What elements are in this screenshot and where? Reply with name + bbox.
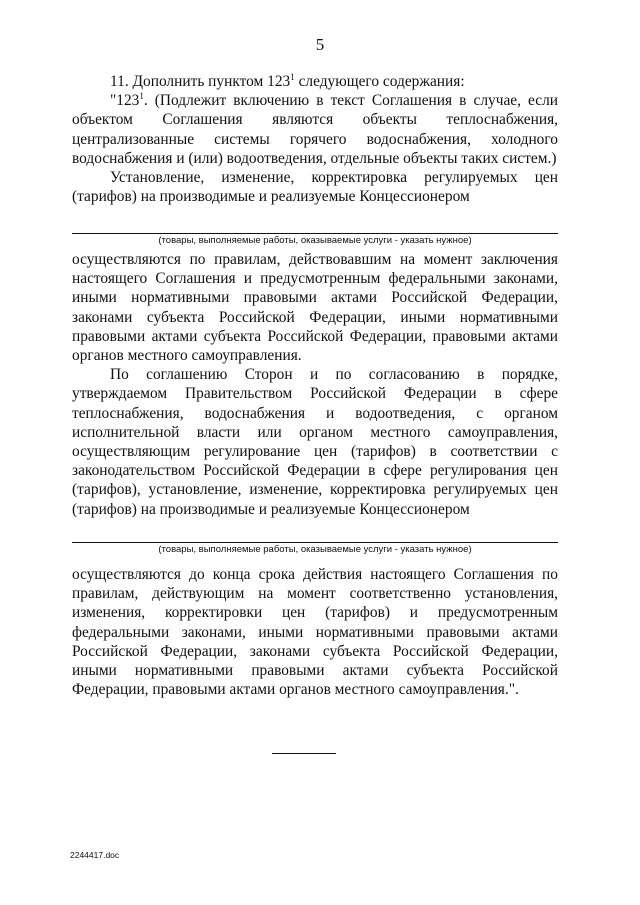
amendment-block-middle — [72, 250, 558, 519]
item-heading: 11. Дополнить пунктом $123^1$ следующего содержания: — [110, 72, 465, 90]
end-separator-rule — [272, 753, 336, 754]
page-number: 5 — [315, 35, 325, 54]
fill-in-note-2: (товары, выполняемые работы, оказываемые услуги - указать нужное) — [158, 544, 472, 555]
fill-in-line-1 — [72, 233, 558, 234]
amendment-block-top — [72, 72, 558, 206]
paragraph-2-start: По соглашению Сторон и по согласованию в порядке, утверждаемом Правительством Российской Федерации в сфере теплоснабжения, водоснабжения и водоотведения, с органом исполнительной власти или органом местного самоуправления, осуществляющим регулирование цен (тарифов) в соответствии с законодательством Российской Федерации в сфере регулирования цен (тарифов), установление, изменение, корректировка регулируемых цен (тарифов) на производимые и реализуемые Концессионером — [72, 366, 558, 518]
paragraph-1-start: Установление, изменение, корректировка регулируемых цен (тарифов) на производимые и реализуемые Концессионером — [72, 169, 558, 206]
amendment-block-bottom — [72, 565, 558, 699]
document-file-code: 2244417.doc — [70, 850, 120, 860]
inserted-clause-intro: "$123^1$. (Подлежит включению в текст Соглашения в случае, если объектом Соглашения являются объекты теплоснабжения, централизованные системы горячего водоснабжения, холодного водоснабжения и (или) водоотведения, отдельные объекты таких систем.) — [72, 91, 558, 167]
paragraph-1-end: осуществляются по правилам, действовавшим на момент заключения настоящего Соглашения и предусмотренным федеральными законами, иными нормативными правовыми актами Российской Федерации, законами субъекта Российской Федерации, иными нормативными правовыми актами субъекта Российской Федерации, правовыми актами органов местного самоуправления. — [72, 251, 558, 365]
fill-in-note-1: (товары, выполняемые работы, оказываемые услуги - указать нужное) — [158, 235, 472, 246]
fill-in-line-2 — [72, 542, 558, 543]
paragraph-2-end: осуществляются до конца срока действия настоящего Соглашения по правилам, действующим на момент соответственно установления, изменения, корректировки цен (тарифов) и предусмотренным федеральными законами, иными нормативными правовыми актами Российской Федерации, законами субъекта Российской Федерации, иными нормативными правовыми актами субъекта Российской Федерации, правовыми актами органов местного самоуправления.". — [72, 566, 558, 699]
